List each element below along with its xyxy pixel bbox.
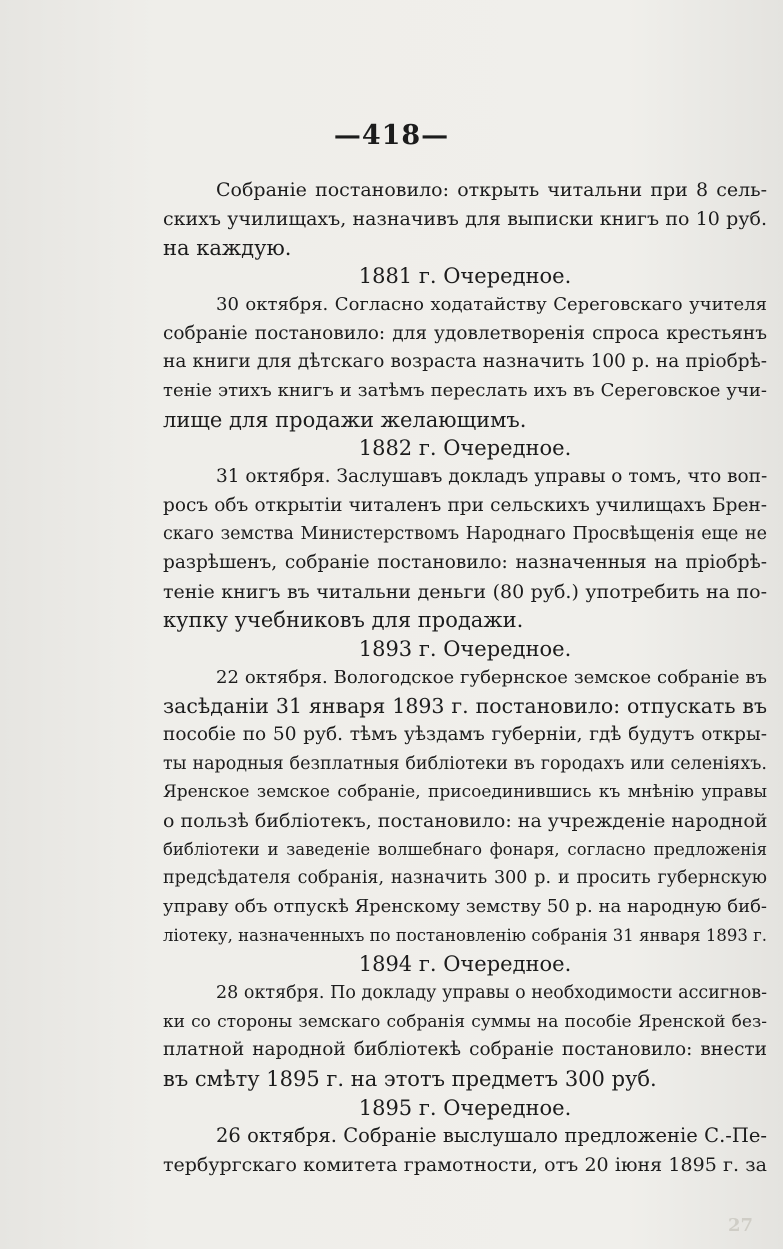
text-line: 26 октября. Собраніе выслушало предложеніе С.-Пе- xyxy=(216,1124,767,1147)
text-line: собраніе постановило: для удовлетворенія спроса крестьянъ xyxy=(163,323,767,344)
text-line: на каждую. xyxy=(163,236,292,260)
text-line: Собраніе постановило: открыть читальни при 8 сель- xyxy=(216,179,767,201)
text-line: разрѣшенъ, собраніе постановило: назначенныя на пріобрѣ- xyxy=(163,552,767,573)
text-line: ліотеку, назначенныхъ по постановленію собранія 31 января 1893 г. xyxy=(163,926,767,945)
section-heading: 1882 г. Очередное. xyxy=(358,436,572,460)
text-line: на книги для дѣтскаго возраста назначить 100 р. на пріобрѣ- xyxy=(163,351,767,372)
text-line: управу объ отпускѣ Яренскому земству 50 р. на народную биб- xyxy=(163,896,767,917)
text-line: 28 октября. По докладу управы о необходимости ассигнов- xyxy=(216,983,767,1003)
text-line: купку учебниковъ для продажи. xyxy=(163,608,524,632)
section-heading: 1895 г. Очередное. xyxy=(358,1096,572,1120)
text-line: 30 октября. Согласно ходатайству Сереговскаго учителя xyxy=(216,294,767,315)
section-heading: 1893 г. Очередное. xyxy=(358,637,572,661)
text-line: скихъ училищахъ, назначивъ для выписки книгъ по 10 руб. xyxy=(163,208,767,230)
text-line: ки со стороны земскаго собранія суммы на пособіе Яренской без- xyxy=(163,1012,767,1032)
text-line: ты народныя безплатныя библіотеки въ городахъ или селеніяхъ. xyxy=(163,754,767,774)
text-line: пособіе по 50 руб. тѣмъ уѣздамъ губерніи, гдѣ будутъ откры- xyxy=(163,724,767,745)
text-line: тербургскаго комитета грамотности, отъ 20 іюня 1895 г. за xyxy=(163,1154,767,1176)
bleed-through-mark: 27 xyxy=(727,1215,753,1236)
text-line: теніе этихъ книгъ и затѣмъ переслать ихъ въ Сереговское учи- xyxy=(163,380,767,401)
page-number: —418— xyxy=(333,120,450,151)
text-line: теніе книгъ въ читальни деньги (80 руб.) употребить на по- xyxy=(163,581,767,603)
text-line: 31 октября. Заслушавъ докладъ управы о томъ, что воп- xyxy=(216,466,767,487)
text-line: росъ объ открытіи читаленъ при сельскихъ училищахъ Брен- xyxy=(163,495,767,516)
text-line: библіотеки и заведеніе волшебнаго фонаря, согласно предложенія xyxy=(163,840,767,859)
text-line: о пользѣ библіотекъ, постановило: на учрежденіе народной xyxy=(163,810,767,832)
text-line: скаго земства Министерствомъ Народнаго Просвѣщенія еще не xyxy=(163,524,767,544)
text-line: платной народной библіотекѣ собраніе постановило: внести xyxy=(163,1039,767,1060)
text-line: лище для продажи желающимъ. xyxy=(163,408,527,432)
text-line: 22 октября. Вологодское губернское земское собраніе въ xyxy=(216,667,767,688)
text-line: предсѣдателя собранія, назначить 300 р. и просить губернскую xyxy=(163,868,767,888)
text-line: Яренское земское собраніе, присоединившись къ мнѣнію управы xyxy=(163,782,767,802)
section-heading: 1894 г. Очередное. xyxy=(358,952,572,976)
text-line: засѣданіи 31 января 1893 г. постановило: отпускать въ xyxy=(163,694,767,718)
section-heading: 1881 г. Очередное. xyxy=(358,264,572,288)
text-line: въ смѣту 1895 г. на этотъ предметъ 300 руб. xyxy=(163,1067,657,1091)
